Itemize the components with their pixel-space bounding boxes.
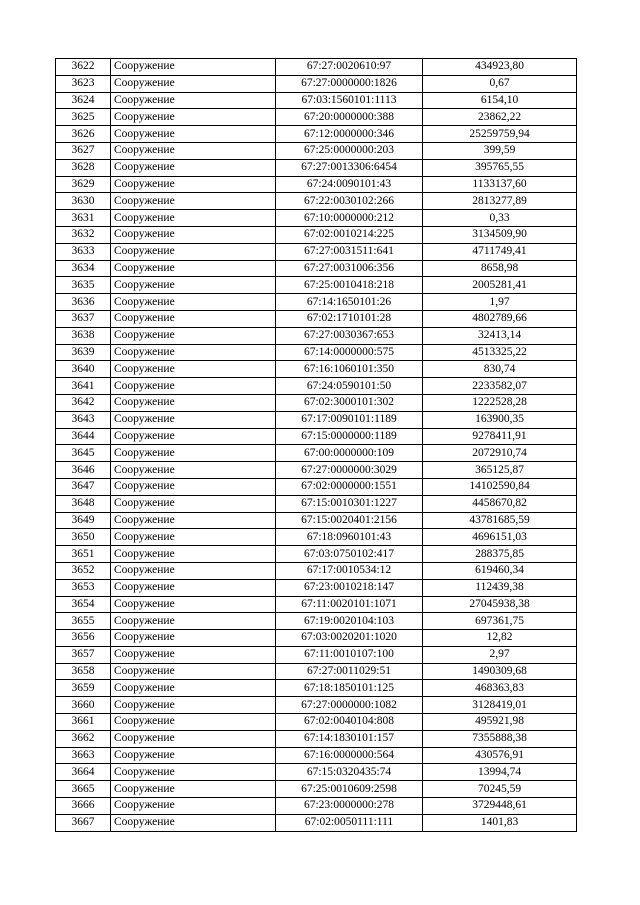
table-row bbox=[56, 445, 577, 462]
cadastral-number-cell: 67:03:0020201:1020 bbox=[276, 630, 423, 647]
row-number-cell: 3626 bbox=[56, 126, 111, 143]
object-type-cell: Сооружение bbox=[111, 109, 276, 126]
table-row bbox=[56, 75, 577, 92]
cadastral-value-cell: 2813277,89 bbox=[423, 193, 577, 210]
table-row bbox=[56, 226, 577, 243]
registry-table bbox=[55, 58, 577, 832]
object-type-cell: Сооружение bbox=[111, 126, 276, 143]
row-number-cell: 3660 bbox=[56, 697, 111, 714]
table-row bbox=[56, 579, 577, 596]
object-type-cell: Сооружение bbox=[111, 445, 276, 462]
row-number-cell: 3651 bbox=[56, 546, 111, 563]
row-number-cell: 3653 bbox=[56, 579, 111, 596]
row-number-cell: 3622 bbox=[56, 59, 111, 76]
row-number-cell: 3634 bbox=[56, 260, 111, 277]
cadastral-number-cell: 67:23:0000000:278 bbox=[276, 798, 423, 815]
object-type-cell: Сооружение bbox=[111, 226, 276, 243]
cadastral-number-cell: 67:10:0000000:212 bbox=[276, 210, 423, 227]
object-type-cell: Сооружение bbox=[111, 613, 276, 630]
object-type-cell: Сооружение bbox=[111, 462, 276, 479]
cadastral-number-cell: 67:02:0000000:1551 bbox=[276, 478, 423, 495]
cadastral-value-cell: 27045938,38 bbox=[423, 596, 577, 613]
table-row bbox=[56, 142, 577, 159]
cadastral-value-cell: 399,59 bbox=[423, 142, 577, 159]
object-type-cell: Сооружение bbox=[111, 478, 276, 495]
row-number-cell: 3625 bbox=[56, 109, 111, 126]
row-number-cell: 3631 bbox=[56, 210, 111, 227]
row-number-cell: 3630 bbox=[56, 193, 111, 210]
cadastral-value-cell: 2005281,41 bbox=[423, 277, 577, 294]
row-number-cell: 3623 bbox=[56, 75, 111, 92]
cadastral-value-cell: 434923,80 bbox=[423, 59, 577, 76]
cadastral-number-cell: 67:27:0013306:6454 bbox=[276, 159, 423, 176]
cadastral-number-cell: 67:15:0000000:1189 bbox=[276, 428, 423, 445]
cadastral-number-cell: 67:25:0010418:218 bbox=[276, 277, 423, 294]
row-number-cell: 3624 bbox=[56, 92, 111, 109]
table-row bbox=[56, 378, 577, 395]
cadastral-number-cell: 67:15:0010301:1227 bbox=[276, 495, 423, 512]
table-row bbox=[56, 680, 577, 697]
cadastral-value-cell: 23862,22 bbox=[423, 109, 577, 126]
row-number-cell: 3667 bbox=[56, 814, 111, 831]
row-number-cell: 3655 bbox=[56, 613, 111, 630]
table-row bbox=[56, 546, 577, 563]
row-number-cell: 3643 bbox=[56, 411, 111, 428]
object-type-cell: Сооружение bbox=[111, 394, 276, 411]
object-type-cell: Сооружение bbox=[111, 361, 276, 378]
row-number-cell: 3654 bbox=[56, 596, 111, 613]
row-number-cell: 3658 bbox=[56, 663, 111, 680]
row-number-cell: 3640 bbox=[56, 361, 111, 378]
object-type-cell: Сооружение bbox=[111, 781, 276, 798]
cadastral-value-cell: 3134509,90 bbox=[423, 226, 577, 243]
table-row bbox=[56, 781, 577, 798]
table-row bbox=[56, 562, 577, 579]
cadastral-number-cell: 67:27:0031006:356 bbox=[276, 260, 423, 277]
row-number-cell: 3662 bbox=[56, 730, 111, 747]
object-type-cell: Сооружение bbox=[111, 646, 276, 663]
registry-table-body bbox=[56, 59, 577, 832]
cadastral-value-cell: 1490309,68 bbox=[423, 663, 577, 680]
table-row bbox=[56, 462, 577, 479]
row-number-cell: 3666 bbox=[56, 798, 111, 815]
cadastral-value-cell: 43781685,59 bbox=[423, 512, 577, 529]
cadastral-number-cell: 67:24:0590101:50 bbox=[276, 378, 423, 395]
table-row bbox=[56, 428, 577, 445]
cadastral-value-cell: 4513325,22 bbox=[423, 344, 577, 361]
row-number-cell: 3639 bbox=[56, 344, 111, 361]
cadastral-number-cell: 67:27:0000000:3029 bbox=[276, 462, 423, 479]
cadastral-value-cell: 25259759,94 bbox=[423, 126, 577, 143]
object-type-cell: Сооружение bbox=[111, 512, 276, 529]
table-row bbox=[56, 814, 577, 831]
cadastral-value-cell: 395765,55 bbox=[423, 159, 577, 176]
row-number-cell: 3652 bbox=[56, 562, 111, 579]
cadastral-value-cell: 4802789,66 bbox=[423, 310, 577, 327]
cadastral-number-cell: 67:17:0090101:1189 bbox=[276, 411, 423, 428]
cadastral-number-cell: 67:02:1710101:28 bbox=[276, 310, 423, 327]
cadastral-number-cell: 67:27:0031511:641 bbox=[276, 243, 423, 260]
table-row bbox=[56, 512, 577, 529]
cadastral-value-cell: 365125,87 bbox=[423, 462, 577, 479]
table-row bbox=[56, 663, 577, 680]
cadastral-number-cell: 67:03:1560101:1113 bbox=[276, 92, 423, 109]
object-type-cell: Сооружение bbox=[111, 697, 276, 714]
cadastral-value-cell: 4458670,82 bbox=[423, 495, 577, 512]
table-row bbox=[56, 126, 577, 143]
cadastral-number-cell: 67:16:0000000:564 bbox=[276, 747, 423, 764]
object-type-cell: Сооружение bbox=[111, 546, 276, 563]
table-row bbox=[56, 596, 577, 613]
table-row bbox=[56, 613, 577, 630]
row-number-cell: 3665 bbox=[56, 781, 111, 798]
row-number-cell: 3646 bbox=[56, 462, 111, 479]
cadastral-value-cell: 2,97 bbox=[423, 646, 577, 663]
cadastral-value-cell: 6154,10 bbox=[423, 92, 577, 109]
cadastral-number-cell: 67:12:0000000:346 bbox=[276, 126, 423, 143]
table-row bbox=[56, 394, 577, 411]
table-row bbox=[56, 59, 577, 76]
cadastral-value-cell: 830,74 bbox=[423, 361, 577, 378]
table-row bbox=[56, 210, 577, 227]
row-number-cell: 3650 bbox=[56, 529, 111, 546]
cadastral-value-cell: 1401,83 bbox=[423, 814, 577, 831]
object-type-cell: Сооружение bbox=[111, 277, 276, 294]
cadastral-value-cell: 32413,14 bbox=[423, 327, 577, 344]
row-number-cell: 3656 bbox=[56, 630, 111, 647]
table-row bbox=[56, 764, 577, 781]
cadastral-number-cell: 67:25:0010609:2598 bbox=[276, 781, 423, 798]
object-type-cell: Сооружение bbox=[111, 159, 276, 176]
cadastral-value-cell: 0,67 bbox=[423, 75, 577, 92]
object-type-cell: Сооружение bbox=[111, 714, 276, 731]
cadastral-number-cell: 67:02:0050111:111 bbox=[276, 814, 423, 831]
row-number-cell: 3664 bbox=[56, 764, 111, 781]
object-type-cell: Сооружение bbox=[111, 327, 276, 344]
cadastral-number-cell: 67:02:3000101:302 bbox=[276, 394, 423, 411]
object-type-cell: Сооружение bbox=[111, 680, 276, 697]
cadastral-value-cell: 13994,74 bbox=[423, 764, 577, 781]
table-row bbox=[56, 747, 577, 764]
cadastral-value-cell: 2233582,07 bbox=[423, 378, 577, 395]
cadastral-value-cell: 70245,59 bbox=[423, 781, 577, 798]
row-number-cell: 3649 bbox=[56, 512, 111, 529]
cadastral-number-cell: 67:17:0010534:12 bbox=[276, 562, 423, 579]
row-number-cell: 3642 bbox=[56, 394, 111, 411]
cadastral-number-cell: 67:14:0000000:575 bbox=[276, 344, 423, 361]
cadastral-value-cell: 3729448,61 bbox=[423, 798, 577, 815]
table-row bbox=[56, 798, 577, 815]
cadastral-number-cell: 67:18:0960101:43 bbox=[276, 529, 423, 546]
cadastral-number-cell: 67:00:0000000:109 bbox=[276, 445, 423, 462]
object-type-cell: Сооружение bbox=[111, 92, 276, 109]
table-row bbox=[56, 714, 577, 731]
table-row bbox=[56, 176, 577, 193]
cadastral-number-cell: 67:15:0020401:2156 bbox=[276, 512, 423, 529]
cadastral-value-cell: 697361,75 bbox=[423, 613, 577, 630]
cadastral-value-cell: 9278411,91 bbox=[423, 428, 577, 445]
cadastral-value-cell: 4696151,03 bbox=[423, 529, 577, 546]
cadastral-value-cell: 288375,85 bbox=[423, 546, 577, 563]
cadastral-number-cell: 67:27:0030367:653 bbox=[276, 327, 423, 344]
cadastral-number-cell: 67:27:0000000:1082 bbox=[276, 697, 423, 714]
row-number-cell: 3627 bbox=[56, 142, 111, 159]
table-row bbox=[56, 730, 577, 747]
table-row bbox=[56, 361, 577, 378]
table-row bbox=[56, 344, 577, 361]
object-type-cell: Сооружение bbox=[111, 428, 276, 445]
row-number-cell: 3629 bbox=[56, 176, 111, 193]
cadastral-number-cell: 67:11:0020101:1071 bbox=[276, 596, 423, 613]
table-row bbox=[56, 529, 577, 546]
object-type-cell: Сооружение bbox=[111, 730, 276, 747]
row-number-cell: 3644 bbox=[56, 428, 111, 445]
cadastral-number-cell: 67:11:0010107:100 bbox=[276, 646, 423, 663]
row-number-cell: 3633 bbox=[56, 243, 111, 260]
table-row bbox=[56, 109, 577, 126]
row-number-cell: 3663 bbox=[56, 747, 111, 764]
cadastral-value-cell: 0,33 bbox=[423, 210, 577, 227]
object-type-cell: Сооружение bbox=[111, 260, 276, 277]
cadastral-number-cell: 67:27:0020610:97 bbox=[276, 59, 423, 76]
cadastral-number-cell: 67:27:0011029:51 bbox=[276, 663, 423, 680]
row-number-cell: 3635 bbox=[56, 277, 111, 294]
object-type-cell: Сооружение bbox=[111, 294, 276, 311]
row-number-cell: 3648 bbox=[56, 495, 111, 512]
cadastral-value-cell: 619460,34 bbox=[423, 562, 577, 579]
object-type-cell: Сооружение bbox=[111, 142, 276, 159]
table-row bbox=[56, 411, 577, 428]
cadastral-value-cell: 8658,98 bbox=[423, 260, 577, 277]
cadastral-value-cell: 1222528,28 bbox=[423, 394, 577, 411]
table-row bbox=[56, 630, 577, 647]
object-type-cell: Сооружение bbox=[111, 798, 276, 815]
row-number-cell: 3659 bbox=[56, 680, 111, 697]
row-number-cell: 3638 bbox=[56, 327, 111, 344]
object-type-cell: Сооружение bbox=[111, 210, 276, 227]
object-type-cell: Сооружение bbox=[111, 747, 276, 764]
row-number-cell: 3645 bbox=[56, 445, 111, 462]
object-type-cell: Сооружение bbox=[111, 411, 276, 428]
object-type-cell: Сооружение bbox=[111, 529, 276, 546]
table-row bbox=[56, 327, 577, 344]
object-type-cell: Сооружение bbox=[111, 579, 276, 596]
row-number-cell: 3641 bbox=[56, 378, 111, 395]
table-row bbox=[56, 159, 577, 176]
cadastral-number-cell: 67:23:0010218:147 bbox=[276, 579, 423, 596]
cadastral-number-cell: 67:25:0000000:203 bbox=[276, 142, 423, 159]
table-row bbox=[56, 294, 577, 311]
cadastral-value-cell: 7355888,38 bbox=[423, 730, 577, 747]
object-type-cell: Сооружение bbox=[111, 814, 276, 831]
table-row bbox=[56, 646, 577, 663]
cadastral-number-cell: 67:24:0090101:43 bbox=[276, 176, 423, 193]
cadastral-value-cell: 1133137,60 bbox=[423, 176, 577, 193]
table-row bbox=[56, 697, 577, 714]
cadastral-number-cell: 67:16:1060101:350 bbox=[276, 361, 423, 378]
cadastral-value-cell: 163900,35 bbox=[423, 411, 577, 428]
table-row bbox=[56, 495, 577, 512]
object-type-cell: Сооружение bbox=[111, 495, 276, 512]
table-row bbox=[56, 243, 577, 260]
table-row bbox=[56, 310, 577, 327]
object-type-cell: Сооружение bbox=[111, 764, 276, 781]
row-number-cell: 3637 bbox=[56, 310, 111, 327]
object-type-cell: Сооружение bbox=[111, 176, 276, 193]
cadastral-value-cell: 495921,98 bbox=[423, 714, 577, 731]
object-type-cell: Сооружение bbox=[111, 378, 276, 395]
table-row bbox=[56, 92, 577, 109]
object-type-cell: Сооружение bbox=[111, 663, 276, 680]
cadastral-value-cell: 4711749,41 bbox=[423, 243, 577, 260]
cadastral-value-cell: 1,97 bbox=[423, 294, 577, 311]
cadastral-number-cell: 67:22:0030102:266 bbox=[276, 193, 423, 210]
table-row bbox=[56, 260, 577, 277]
cadastral-number-cell: 67:02:0040104:808 bbox=[276, 714, 423, 731]
object-type-cell: Сооружение bbox=[111, 243, 276, 260]
object-type-cell: Сооружение bbox=[111, 630, 276, 647]
cadastral-number-cell: 67:27:0000000:1826 bbox=[276, 75, 423, 92]
cadastral-number-cell: 67:15:0320435:74 bbox=[276, 764, 423, 781]
cadastral-number-cell: 67:03:0750102:417 bbox=[276, 546, 423, 563]
cadastral-value-cell: 112439,38 bbox=[423, 579, 577, 596]
object-type-cell: Сооружение bbox=[111, 75, 276, 92]
row-number-cell: 3661 bbox=[56, 714, 111, 731]
cadastral-number-cell: 67:18:1850101:125 bbox=[276, 680, 423, 697]
cadastral-number-cell: 67:14:1650101:26 bbox=[276, 294, 423, 311]
row-number-cell: 3628 bbox=[56, 159, 111, 176]
cadastral-number-cell: 67:02:0010214:225 bbox=[276, 226, 423, 243]
table-row bbox=[56, 193, 577, 210]
table-row bbox=[56, 277, 577, 294]
object-type-cell: Сооружение bbox=[111, 344, 276, 361]
cadastral-value-cell: 3128419,01 bbox=[423, 697, 577, 714]
cadastral-number-cell: 67:14:1830101:157 bbox=[276, 730, 423, 747]
cadastral-value-cell: 430576,91 bbox=[423, 747, 577, 764]
object-type-cell: Сооружение bbox=[111, 59, 276, 76]
row-number-cell: 3647 bbox=[56, 478, 111, 495]
object-type-cell: Сооружение bbox=[111, 193, 276, 210]
row-number-cell: 3636 bbox=[56, 294, 111, 311]
cadastral-value-cell: 14102590,84 bbox=[423, 478, 577, 495]
cadastral-number-cell: 67:19:0020104:103 bbox=[276, 613, 423, 630]
row-number-cell: 3632 bbox=[56, 226, 111, 243]
row-number-cell: 3657 bbox=[56, 646, 111, 663]
object-type-cell: Сооружение bbox=[111, 596, 276, 613]
cadastral-value-cell: 468363,83 bbox=[423, 680, 577, 697]
object-type-cell: Сооружение bbox=[111, 562, 276, 579]
cadastral-value-cell: 2072910,74 bbox=[423, 445, 577, 462]
cadastral-number-cell: 67:20:0000000:388 bbox=[276, 109, 423, 126]
cadastral-value-cell: 12,82 bbox=[423, 630, 577, 647]
object-type-cell: Сооружение bbox=[111, 310, 276, 327]
table-row bbox=[56, 478, 577, 495]
